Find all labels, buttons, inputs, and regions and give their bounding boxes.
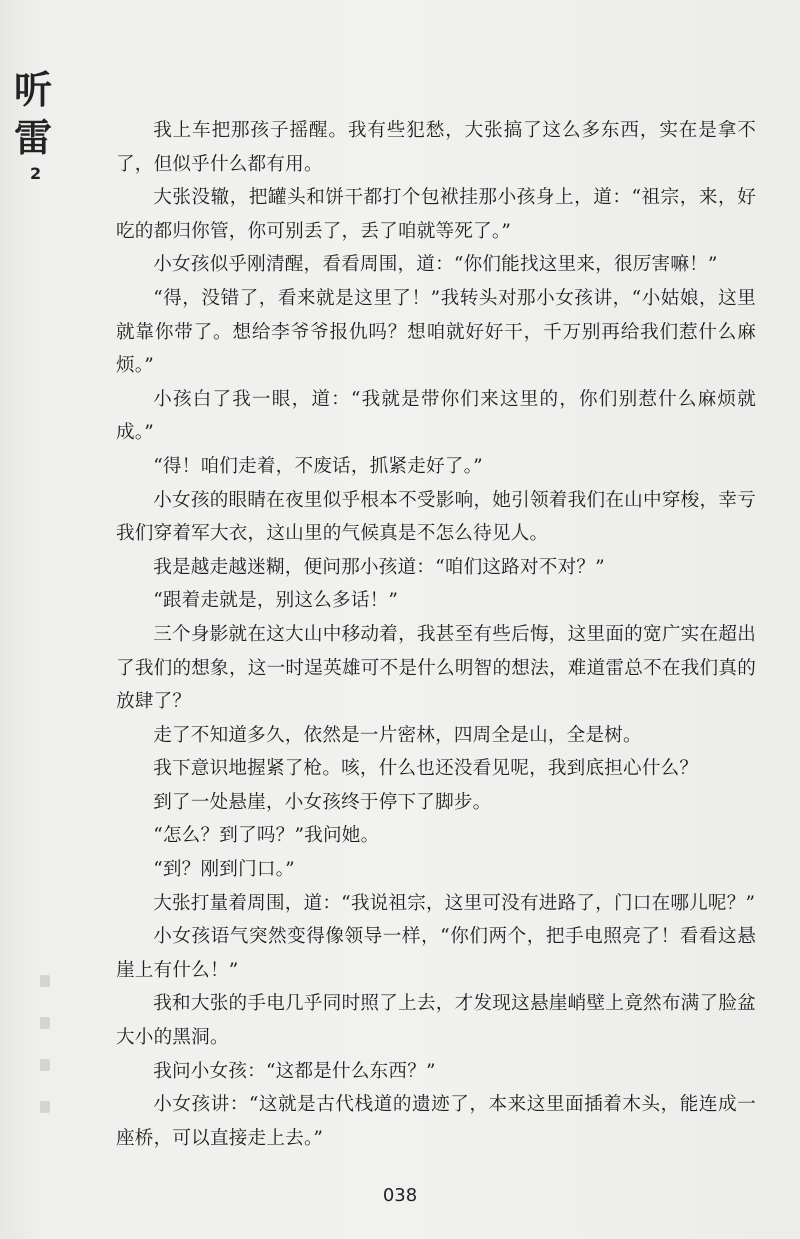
paragraph: 小女孩讲：“这就是古代栈道的遗迹了，本来这里面插着木头，能连成一座桥，可以直接走上去。” [116,1094,756,1149]
margin-mark [40,1101,50,1113]
paragraph: 三个身影就在这大山中移动着，我甚至有些后悔，这里面的宽广实在超出了我们的想象，这一时逞英雄可不是什么明智的想法，难道雷总不在我们真的放肆了？ [116,623,756,713]
paragraph: 小女孩似乎刚清醒，看看周围，道：“你们能找这里来，很厉害嘛！” [153,254,718,276]
paragraph: “跟着走就是，别这么多话！” [153,590,399,612]
margin-mark [40,1059,50,1071]
margin-mark [40,975,50,987]
series-title-char-1: 听 [14,67,55,112]
margin-decoration [38,975,52,1165]
margin-mark [40,1017,50,1029]
paragraph: “得，没错了，看来就是这里了！”我转头对那小女孩讲，“小姑娘，这里就靠你带了。想给李爷爷报仇吗？想咱就好好干，千万别再给我们惹什么麻烦。” [116,287,756,377]
paragraph: 我下意识地握紧了枪。咳，什么也还没看见呢，我到底担心什么？ [153,758,699,780]
paragraph: 小女孩语气突然变得像领导一样，“你们两个，把手电照亮了！看看这悬崖上有什么！” [116,926,756,981]
paragraph: 我问小女孩：“这都是什么东西？” [153,1060,436,1082]
paragraph: 我是越走越迷糊，便问那小孩道：“咱们这路对不对？” [153,556,605,578]
body-text [116,114,756,1155]
paragraph: 我上车把那孩子摇醒。我有些犯愁，大张搞了这么多东西，实在是拿不了，但似乎什么都有用。 [116,120,756,175]
paragraph: 大张没辙，把罐头和饼干都打个包袱挂那小孩身上，道：“祖宗，来，好吃的都归你管，你可别丢了，丢了咱就等死了。” [116,187,756,242]
series-title [14,66,80,162]
paragraph: 小孩白了我一眼，道：“我就是带你们来这里的，你们别惹什么麻烦就成。” [116,388,756,444]
page-number: 038 [382,1185,418,1206]
series-title-char-2: 雷 [14,115,55,160]
paragraph: 小女孩的眼睛在夜里似乎根本不受影响，她引领着我们在山中穿梭，幸亏我们穿着军大衣，这山里的气候真是不怎么待见人。 [116,489,756,545]
paragraph: “到？刚到门口。” [153,859,295,881]
paragraph: 走了不知道多久，依然是一片密林，四周全是山，全是树。 [153,724,642,746]
paragraph: “得！咱们走着，不废话，抓紧走好了。” [153,455,483,477]
paragraph: 我和大张的手电几乎同时照了上去，才发现这悬崖峭壁上竟然布满了脸盆大小的黑洞。 [116,993,756,1049]
volume-number: 2 [30,164,42,183]
paragraph: 到了一处悬崖，小女孩终于停下了脚步。 [153,791,492,813]
paragraph: 大张打量着周围，道：“我说祖宗，这里可没有进路了，门口在哪儿呢？” [153,892,756,914]
paragraph: “怎么？到了吗？”我问她。 [153,825,380,847]
